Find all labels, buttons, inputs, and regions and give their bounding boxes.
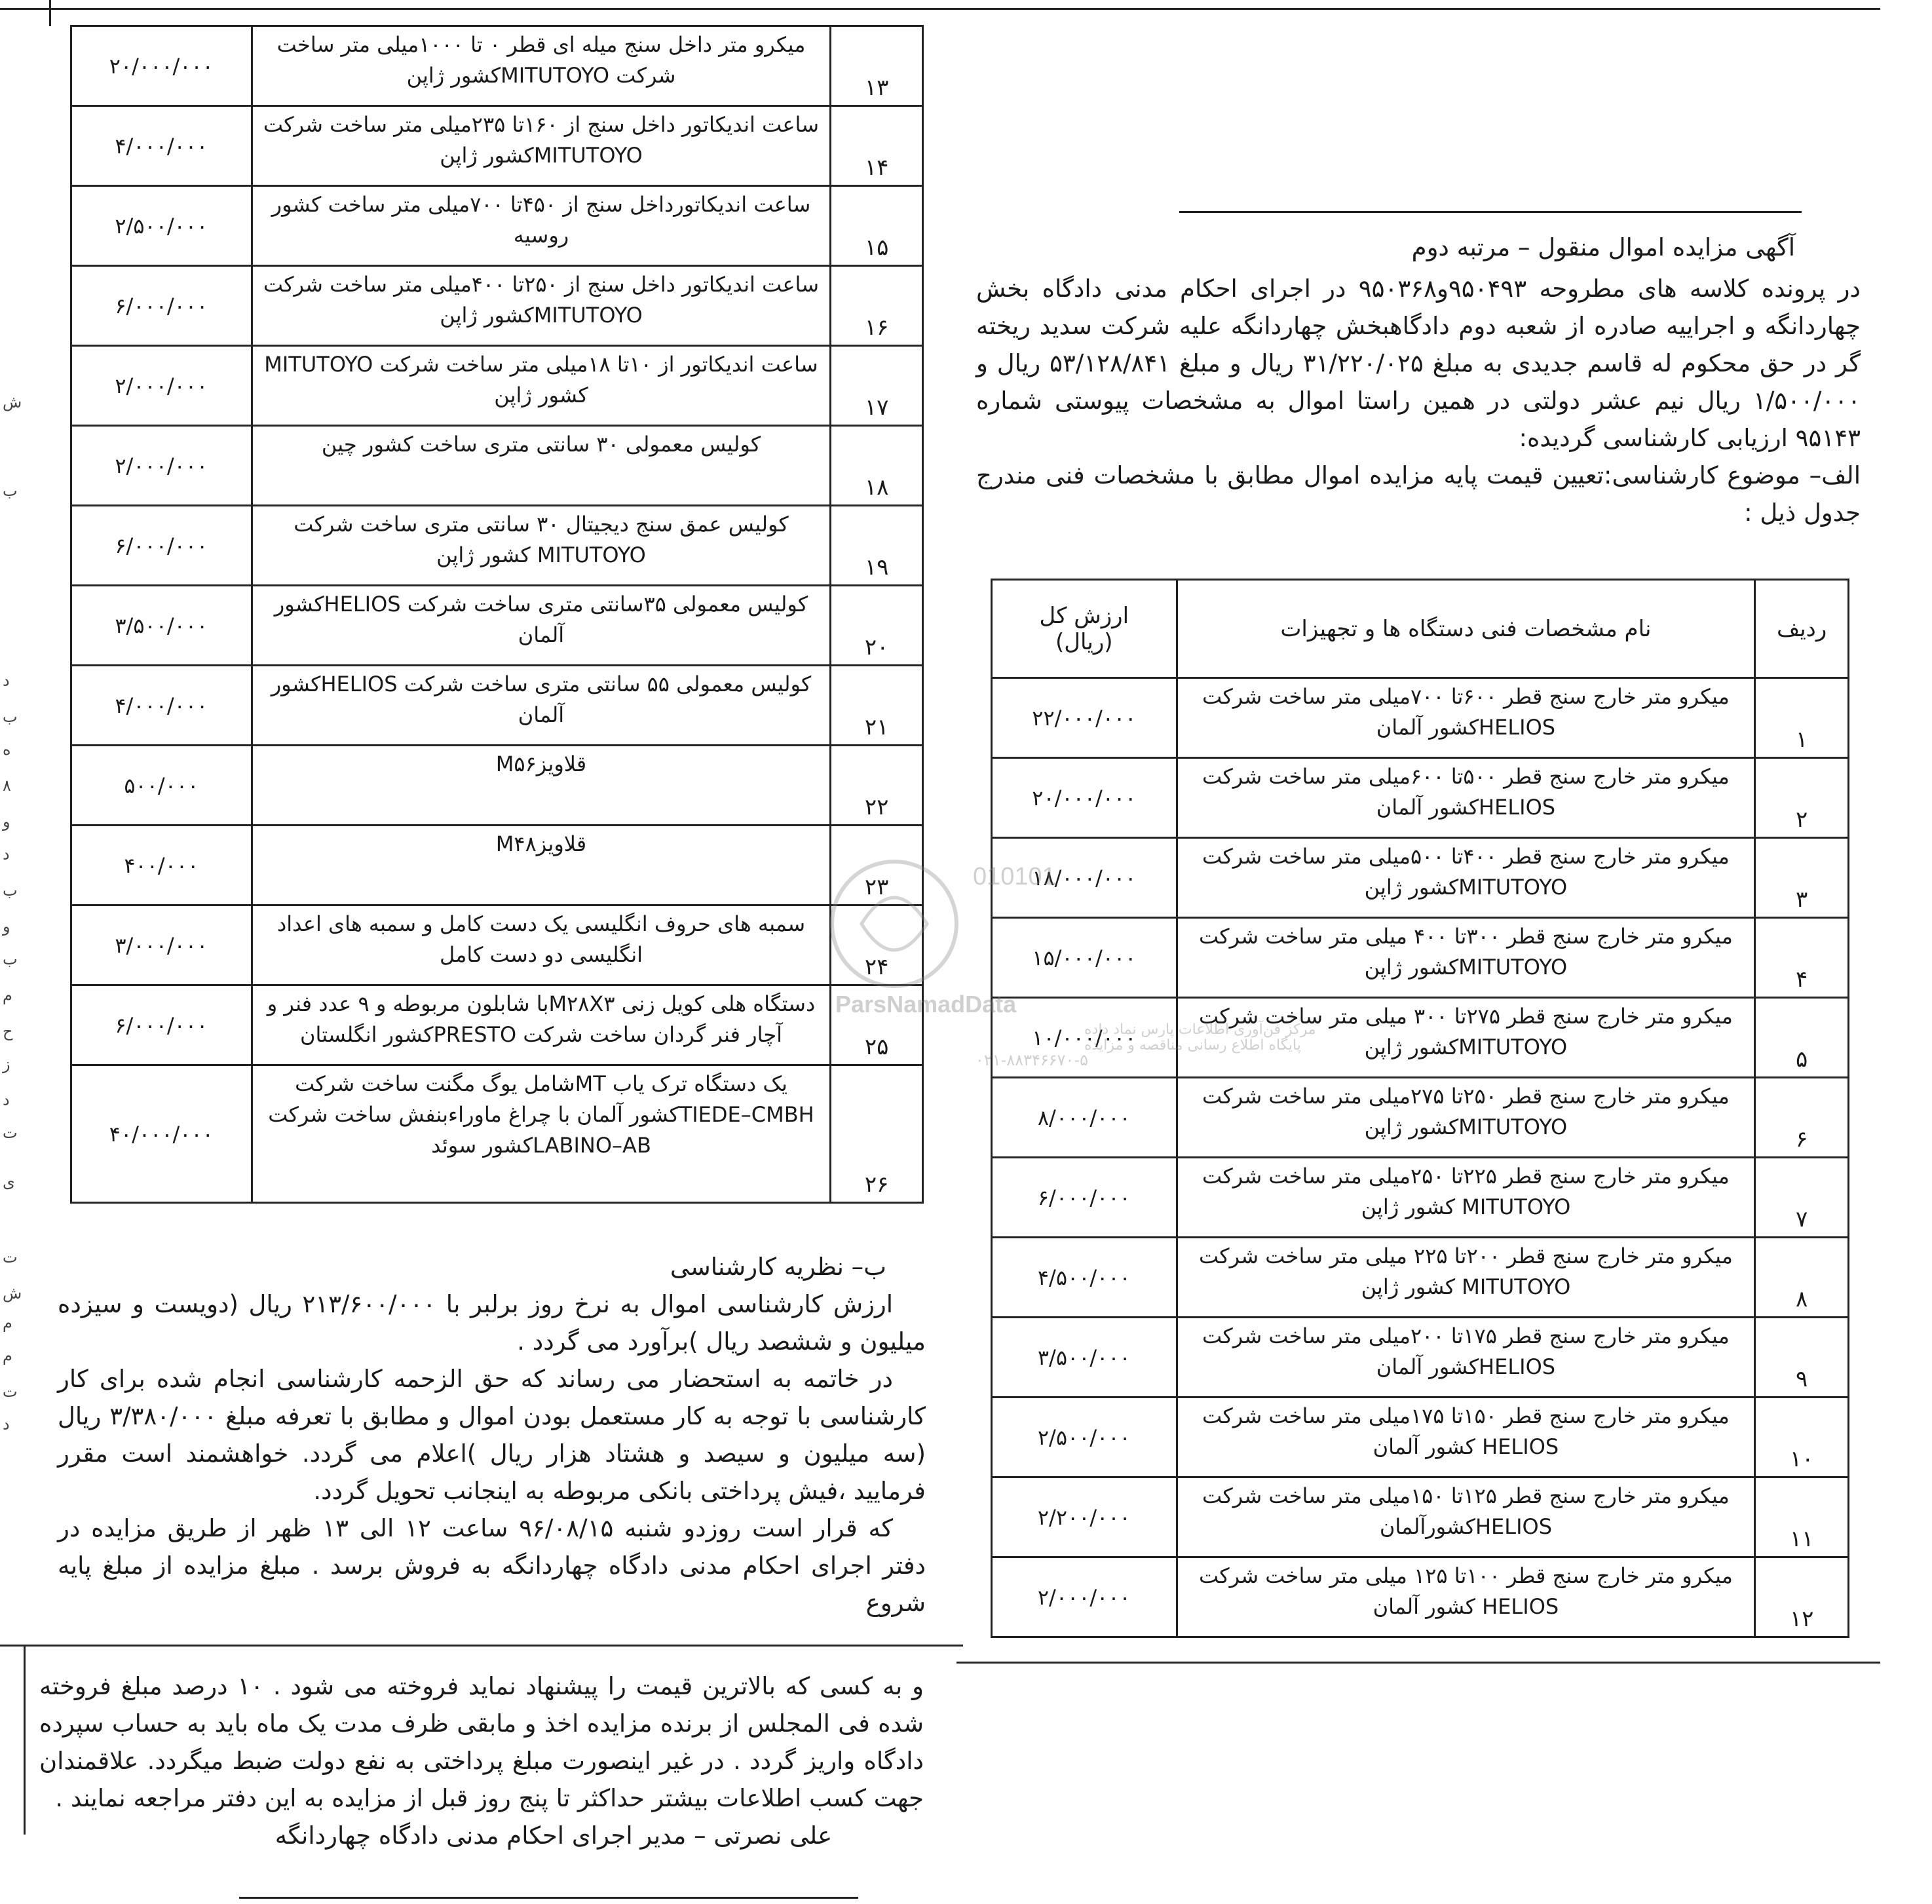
table-row <box>71 426 923 506</box>
row-item-name: میکرو متر خارج سنج قطر ۲۲۵تا ۲۵۰میلی متر ساخت شرکت MITUTOYO کشور ژاپن <box>1177 1158 1755 1238</box>
header-index: ردیف <box>1755 580 1849 678</box>
row-item-value: ۶/۰۰۰/۰۰۰ <box>71 985 252 1065</box>
table-row <box>71 586 923 666</box>
margin-fragment: د <box>3 1415 10 1434</box>
table-row <box>71 266 923 346</box>
row-item-name: میکرو متر خارج سنج قطر ۱۲۵تا ۱۵۰میلی متر ساخت شرکت HELIOSکشورآلمان <box>1177 1477 1755 1557</box>
row-index: ۱ <box>1755 678 1849 758</box>
table-row <box>71 746 923 826</box>
row-index: ۲۱ <box>831 666 923 746</box>
watermark-stamp <box>822 845 1316 1069</box>
section-a-text: الف– موضوع کارشناسی:تعیین قیمت پایه مزایده اموال مطابق با مشخصات فنی مندرج جدول ذیل : <box>976 461 1861 527</box>
margin-fragment: ب <box>3 950 18 968</box>
row-item-name: میکرو متر خارج سنج قطر ۲۷۵تا ۳۰۰ میلی متر ساخت شرکت MITUTOYOکشور ژاپن <box>1177 998 1755 1078</box>
table-row <box>992 1398 1849 1477</box>
margin-fragment: م <box>3 1346 12 1365</box>
margin-fragment: ت <box>3 1124 18 1142</box>
margin-fragment: ت <box>3 1382 18 1401</box>
row-index: ۵ <box>1755 998 1849 1078</box>
row-index: ۱۴ <box>831 106 923 186</box>
table-row <box>992 1078 1849 1158</box>
lower-divider-left <box>0 1645 963 1647</box>
row-item-name: کولیس معمولی ۵۵ سانتی متری ساخت شرکت HELIOSکشور آلمان <box>252 666 831 746</box>
row-index: ۱۸ <box>831 426 923 506</box>
row-item-name: کولیس معمولی ۳۰ سانتی متری ساخت کشور چین <box>252 426 831 506</box>
margin-fragment: و <box>3 812 10 831</box>
row-index: ۱۲ <box>1755 1557 1849 1637</box>
table-row <box>71 346 923 426</box>
row-item-value: ۶/۰۰۰/۰۰۰ <box>71 266 252 346</box>
row-item-name: دستگاه هلی کویل زنی M۲۸X۳با شابلون مربوطه و ۹ عدد فنر و آچار فنر گردان ساخت شرکت PRESTOکشور انگلستان <box>252 985 831 1065</box>
row-item-value: ۱۵/۰۰۰/۰۰۰ <box>992 918 1177 998</box>
signature-underline <box>239 1897 858 1899</box>
row-item-value: ۴/۵۰۰/۰۰۰ <box>992 1238 1177 1318</box>
section-b-title: ب– نظریه کارشناسی <box>670 1253 886 1281</box>
watermark-subtitle: پایگاه اطلاع رسانی مناقصه و مزایده <box>1084 1037 1301 1054</box>
margin-fragment: ی <box>3 1173 15 1191</box>
header-value: ارزش کل (ریال) <box>992 580 1177 678</box>
signature-text: علی نصرتی – مدیر اجرای احکام مدنی دادگاه چهاردانگه <box>275 1821 833 1850</box>
items-table-right <box>991 579 1849 1638</box>
top-rule <box>0 8 1880 10</box>
row-index: ۲۴ <box>831 905 923 985</box>
margin-fragment: ب <box>3 708 18 726</box>
table-row <box>71 506 923 586</box>
row-index: ۲ <box>1755 758 1849 838</box>
row-item-value: ۴/۰۰۰/۰۰۰ <box>71 666 252 746</box>
table-row <box>992 758 1849 838</box>
margin-fragment: ت <box>3 1248 18 1266</box>
row-index: ۱۳ <box>831 26 923 106</box>
row-item-value: ۲۲/۰۰۰/۰۰۰ <box>992 678 1177 758</box>
bottom-paragraph <box>39 1667 924 1854</box>
table-row <box>992 1557 1849 1637</box>
row-index: ۱۶ <box>831 266 923 346</box>
table-row <box>992 1318 1849 1398</box>
row-index: ۲۰ <box>831 586 923 666</box>
row-index: ۳ <box>1755 838 1849 918</box>
row-item-name: میکرو متر خارج سنج قطر ۱۷۵تا ۲۰۰میلی متر ساخت شرکت HELIOSکشور آلمان <box>1177 1318 1755 1398</box>
row-index: ۱۹ <box>831 506 923 586</box>
table-row <box>992 838 1849 918</box>
row-item-value: ۲/۵۰۰/۰۰۰ <box>992 1398 1177 1477</box>
bottom-box-left-border <box>24 1645 26 1835</box>
row-index: ۹ <box>1755 1318 1849 1398</box>
margin-fragment: م <box>3 1314 12 1332</box>
row-index: ۷ <box>1755 1158 1849 1238</box>
table-row <box>71 985 923 1065</box>
watermark-binary: 010101 <box>973 863 1056 890</box>
margin-fragment: د <box>3 672 10 690</box>
margin-fragment: م <box>3 986 12 1004</box>
header-name: نام مشخصات فنی دستگاه ها و تجهیزات <box>1177 580 1755 678</box>
row-index: ۶ <box>1755 1078 1849 1158</box>
section-b-para1: ارزش کارشناسی اموال به نرخ روز برلبر با ۲۱۳/۶۰۰/۰۰۰ ریال (دویست و سیزده میلیون و ششصد ریال )برآورد می گردد . <box>58 1290 926 1356</box>
table-row <box>71 186 923 266</box>
row-item-value: ۳/۵۰۰/۰۰۰ <box>992 1318 1177 1398</box>
right-column-rule <box>1179 211 1802 213</box>
table-row <box>71 106 923 186</box>
row-index: ۱۰ <box>1755 1398 1849 1477</box>
row-item-value: ۳/۰۰۰/۰۰۰ <box>71 905 252 985</box>
row-item-name: یک دستگاه ترک یاب MTشامل یوگ مگنت ساخت شرکت TIEDE–CMBHکشور آلمان با چراغ ماوراءبنفش ساخت شرکت LABINO–ABکشور سوئد <box>252 1065 831 1203</box>
row-item-name: میکرو متر خارج سنج قطر ۲۵۰تا ۲۷۵میلی متر ساخت شرکت MITUTOYOکشور ژاپن <box>1177 1078 1755 1158</box>
intro-text: در پرونده کلاسه های مطروحه ۹۵۰۴۹۳و۹۵۰۳۶۸ در اجرای احکام مدنی دادگاه بخش چهاردانگه و اجراییه صادره از شعبه دوم دادگاهبخش چهاردانگه علیه شرکت سدید ریخته گر در حق محکوم له قاسم جدیدی به مبلغ ۳۱/۲۲۰/۰۲۵ ریال و مبلغ ۵۳/۱۲۸/۸۴۱ ریال و ۱/۵۰۰/۰۰۰ ریال نیم عشر دولتی در همین راستا اموال به مشخصات پیوستی شماره ۹۵۱۴۳ ارزیابی کارشناسی گردیده: <box>976 275 1861 452</box>
margin-fragment: د <box>3 1091 10 1109</box>
table-row <box>992 678 1849 758</box>
row-item-value: ۳/۵۰۰/۰۰۰ <box>71 586 252 666</box>
row-item-value: ۱۰/۰۰۰/۰۰۰ <box>992 998 1177 1078</box>
row-item-name: سمبه های حروف انگلیسی یک دست کامل و سمبه های اعداد انگلیسی دو دست کامل <box>252 905 831 985</box>
table-row <box>71 1065 923 1203</box>
row-item-name: کولیس عمق سنج دیجیتال ۳۰ سانتی متری ساخت شرکت MITUTOYO کشور ژاپن <box>252 506 831 586</box>
row-item-value: ۲/۰۰۰/۰۰۰ <box>71 426 252 506</box>
section-b <box>58 1248 926 1622</box>
row-index: ۲۵ <box>831 985 923 1065</box>
row-item-name: کولیس معمولی ۳۵سانتی متری ساخت شرکت HELIOSکشور آلمان <box>252 586 831 666</box>
table-row <box>71 826 923 905</box>
row-item-value: ۶/۰۰۰/۰۰۰ <box>992 1158 1177 1238</box>
lower-divider-right <box>957 1662 1880 1664</box>
section-b-para2: در خاتمه به استحضار می رساند که حق الزحمه کارشناسی انجام شده برای کار کارشناسی با توجه به کار مستعمل بودن اموال و مطابق با تعرفه مبلغ ۳/۳۸۰/۰۰۰ ریال (سه میلیون و سیصد و هشتاد هزار ریال )اعلام می گردد. خواهشمند است مقرر فرمایید ،فیش پرداختی بانکی مربوطه به اینجانب تحویل گردد. <box>58 1365 926 1505</box>
left-margin-rule <box>49 0 51 26</box>
row-item-value: ۸/۰۰۰/۰۰۰ <box>992 1078 1177 1158</box>
row-item-value: ۲/۰۰۰/۰۰۰ <box>71 346 252 426</box>
margin-fragment: ح <box>3 1022 13 1040</box>
table-row <box>992 918 1849 998</box>
row-item-name: میکرو متر خارج سنج قطر ۲۰۰تا ۲۲۵ میلی متر ساخت شرکت MITUTOYO کشور ژاپن <box>1177 1238 1755 1318</box>
row-item-value: ۱۸/۰۰۰/۰۰۰ <box>992 838 1177 918</box>
margin-fragment: ب <box>3 881 18 900</box>
row-index: ۸ <box>1755 1238 1849 1318</box>
row-item-value: ۵۰۰/۰۰۰ <box>71 746 252 826</box>
row-item-name: میکرو متر خارج سنج قطر ۳۰۰تا ۴۰۰ میلی متر ساخت شرکت MITUTOYOکشور ژاپن <box>1177 918 1755 998</box>
row-item-name: ساعت اندیکاتور داخل سنج از ۲۵۰تا ۴۰۰میلی متر ساخت شرکت MITUTOYOکشور ژاپن <box>252 266 831 346</box>
announcement-title <box>1179 229 1795 265</box>
row-index: ۲۲ <box>831 746 923 826</box>
watermark-logo-icon <box>822 845 1316 1069</box>
title-text: آگهی مزایده اموال منقول – مرتبه دوم <box>1411 233 1795 261</box>
row-item-name: میکرو متر خارج سنج قطر ۱۰۰تا ۱۲۵ میلی متر ساخت شرکت HELIOS کشور آلمان <box>1177 1557 1755 1637</box>
table-row <box>71 905 923 985</box>
row-item-name: قلاویزM۵۶ <box>252 746 831 826</box>
table-header-row <box>992 580 1849 678</box>
row-item-name: میکرو متر خارج سنج قطر ۶۰۰تا ۷۰۰میلی متر ساخت شرکت HELIOSکشور آلمان <box>1177 678 1755 758</box>
bottom-text: و به کسی که بالاترین قیمت را پیشنهاد نماید فروخته می شود . ۱۰ درصد مبلغ فروخته شده فی المجلس از برنده مزایده اخذ و مابقی ظرف مدت یک ماه باید به حساب سپرده دادگاه واریز گردد . در غیر اینصورت مبلغ پرداختی به نفع دولت ضبط میگردد. علاقمندان جهت کسب اطلاعات بیشتر حداکثر تا پنج روز قبل از مزایده به این دفتر مراجعه نمایند . <box>39 1672 924 1812</box>
margin-fragment: ش <box>3 393 22 411</box>
margin-fragment: د <box>3 845 10 864</box>
row-item-value: ۲/۲۰۰/۰۰۰ <box>992 1477 1177 1557</box>
row-item-value: ۶/۰۰۰/۰۰۰ <box>71 506 252 586</box>
section-b-para3: که قرار است روزدو شنبه ۹۶/۰۸/۱۵ ساعت ۱۲ الی ۱۳ ظهر از طریق مزایده در دفتر اجرای احکام مدنی دادگاه چهاردانگه به فروش برسد . مبلغ مزایده از مبلغ پایه شروع <box>58 1514 926 1617</box>
row-item-name: ساعت اندیکاتورداخل سنج از ۴۵۰تا ۷۰۰میلی متر ساخت کشور روسیه <box>252 186 831 266</box>
table-row <box>992 1158 1849 1238</box>
row-item-value: ۲/۰۰۰/۰۰۰ <box>992 1557 1177 1637</box>
row-index: ۲۳ <box>831 826 923 905</box>
row-item-name: میکرو متر خارج سنج قطر ۵۰۰تا ۶۰۰میلی متر ساخت شرکت HELIOSکشور آلمان <box>1177 758 1755 838</box>
row-index: ۱۷ <box>831 346 923 426</box>
margin-fragment: ۸ <box>3 776 11 795</box>
row-index: ۱۵ <box>831 186 923 266</box>
table-row <box>992 1477 1849 1557</box>
row-item-name: ساعت اندیکاتور داخل سنج از ۱۶۰تا ۲۳۵میلی متر ساخت شرکت MITUTOYOکشور ژاپن <box>252 106 831 186</box>
row-item-value: ۲/۵۰۰/۰۰۰ <box>71 186 252 266</box>
row-index: ۲۶ <box>831 1065 923 1203</box>
row-index: ۴ <box>1755 918 1849 998</box>
watermark-tagline: مرکز فن‌آوری اطلاعات پارس نماد داده <box>1084 1021 1316 1038</box>
row-index: ۱۱ <box>1755 1477 1849 1557</box>
row-item-name: ساعت اندیکاتور از ۱۰تا ۱۸میلی متر ساخت شرکت MITUTOYO کشور ژاپن <box>252 346 831 426</box>
margin-fragment: ب <box>3 482 18 500</box>
row-item-value: ۴۰۰/۰۰۰ <box>71 826 252 905</box>
row-item-value: ۲۰/۰۰۰/۰۰۰ <box>992 758 1177 838</box>
row-item-value: ۲۰/۰۰۰/۰۰۰ <box>71 26 252 106</box>
row-item-value: ۴۰/۰۰۰/۰۰۰ <box>71 1065 252 1203</box>
intro-paragraph <box>976 270 1861 531</box>
table-row <box>71 666 923 746</box>
row-item-value: ۴/۰۰۰/۰۰۰ <box>71 106 252 186</box>
row-item-name: میکرو متر خارج سنج قطر ۴۰۰تا ۵۰۰میلی متر ساخت شرکت MITUTOYOکشور ژاپن <box>1177 838 1755 918</box>
items-table-left <box>70 25 924 1204</box>
row-item-name: میکرو متر داخل سنج میله ای قطر ۰ تا ۱۰۰۰میلی متر ساخت شرکت MITUTOYOکشور ژاپن <box>252 26 831 106</box>
margin-fragment: ش <box>3 1284 22 1303</box>
watermark-phone: ۰۲۱-۸۸۳۴۶۶۷۰-۵ <box>975 1051 1089 1069</box>
row-item-name: میکرو متر خارج سنج قطر ۱۵۰تا ۱۷۵میلی متر ساخت شرکت HELIOS کشور آلمان <box>1177 1398 1755 1477</box>
watermark-brand: ParsNamadData <box>835 991 1017 1018</box>
table-row <box>992 1238 1849 1318</box>
margin-fragment: ه <box>3 740 11 759</box>
margin-fragment: و <box>3 917 10 936</box>
margin-fragment: ز <box>3 1055 10 1073</box>
row-item-name: قلاویزM۴۸ <box>252 826 831 905</box>
table-row <box>71 26 923 106</box>
